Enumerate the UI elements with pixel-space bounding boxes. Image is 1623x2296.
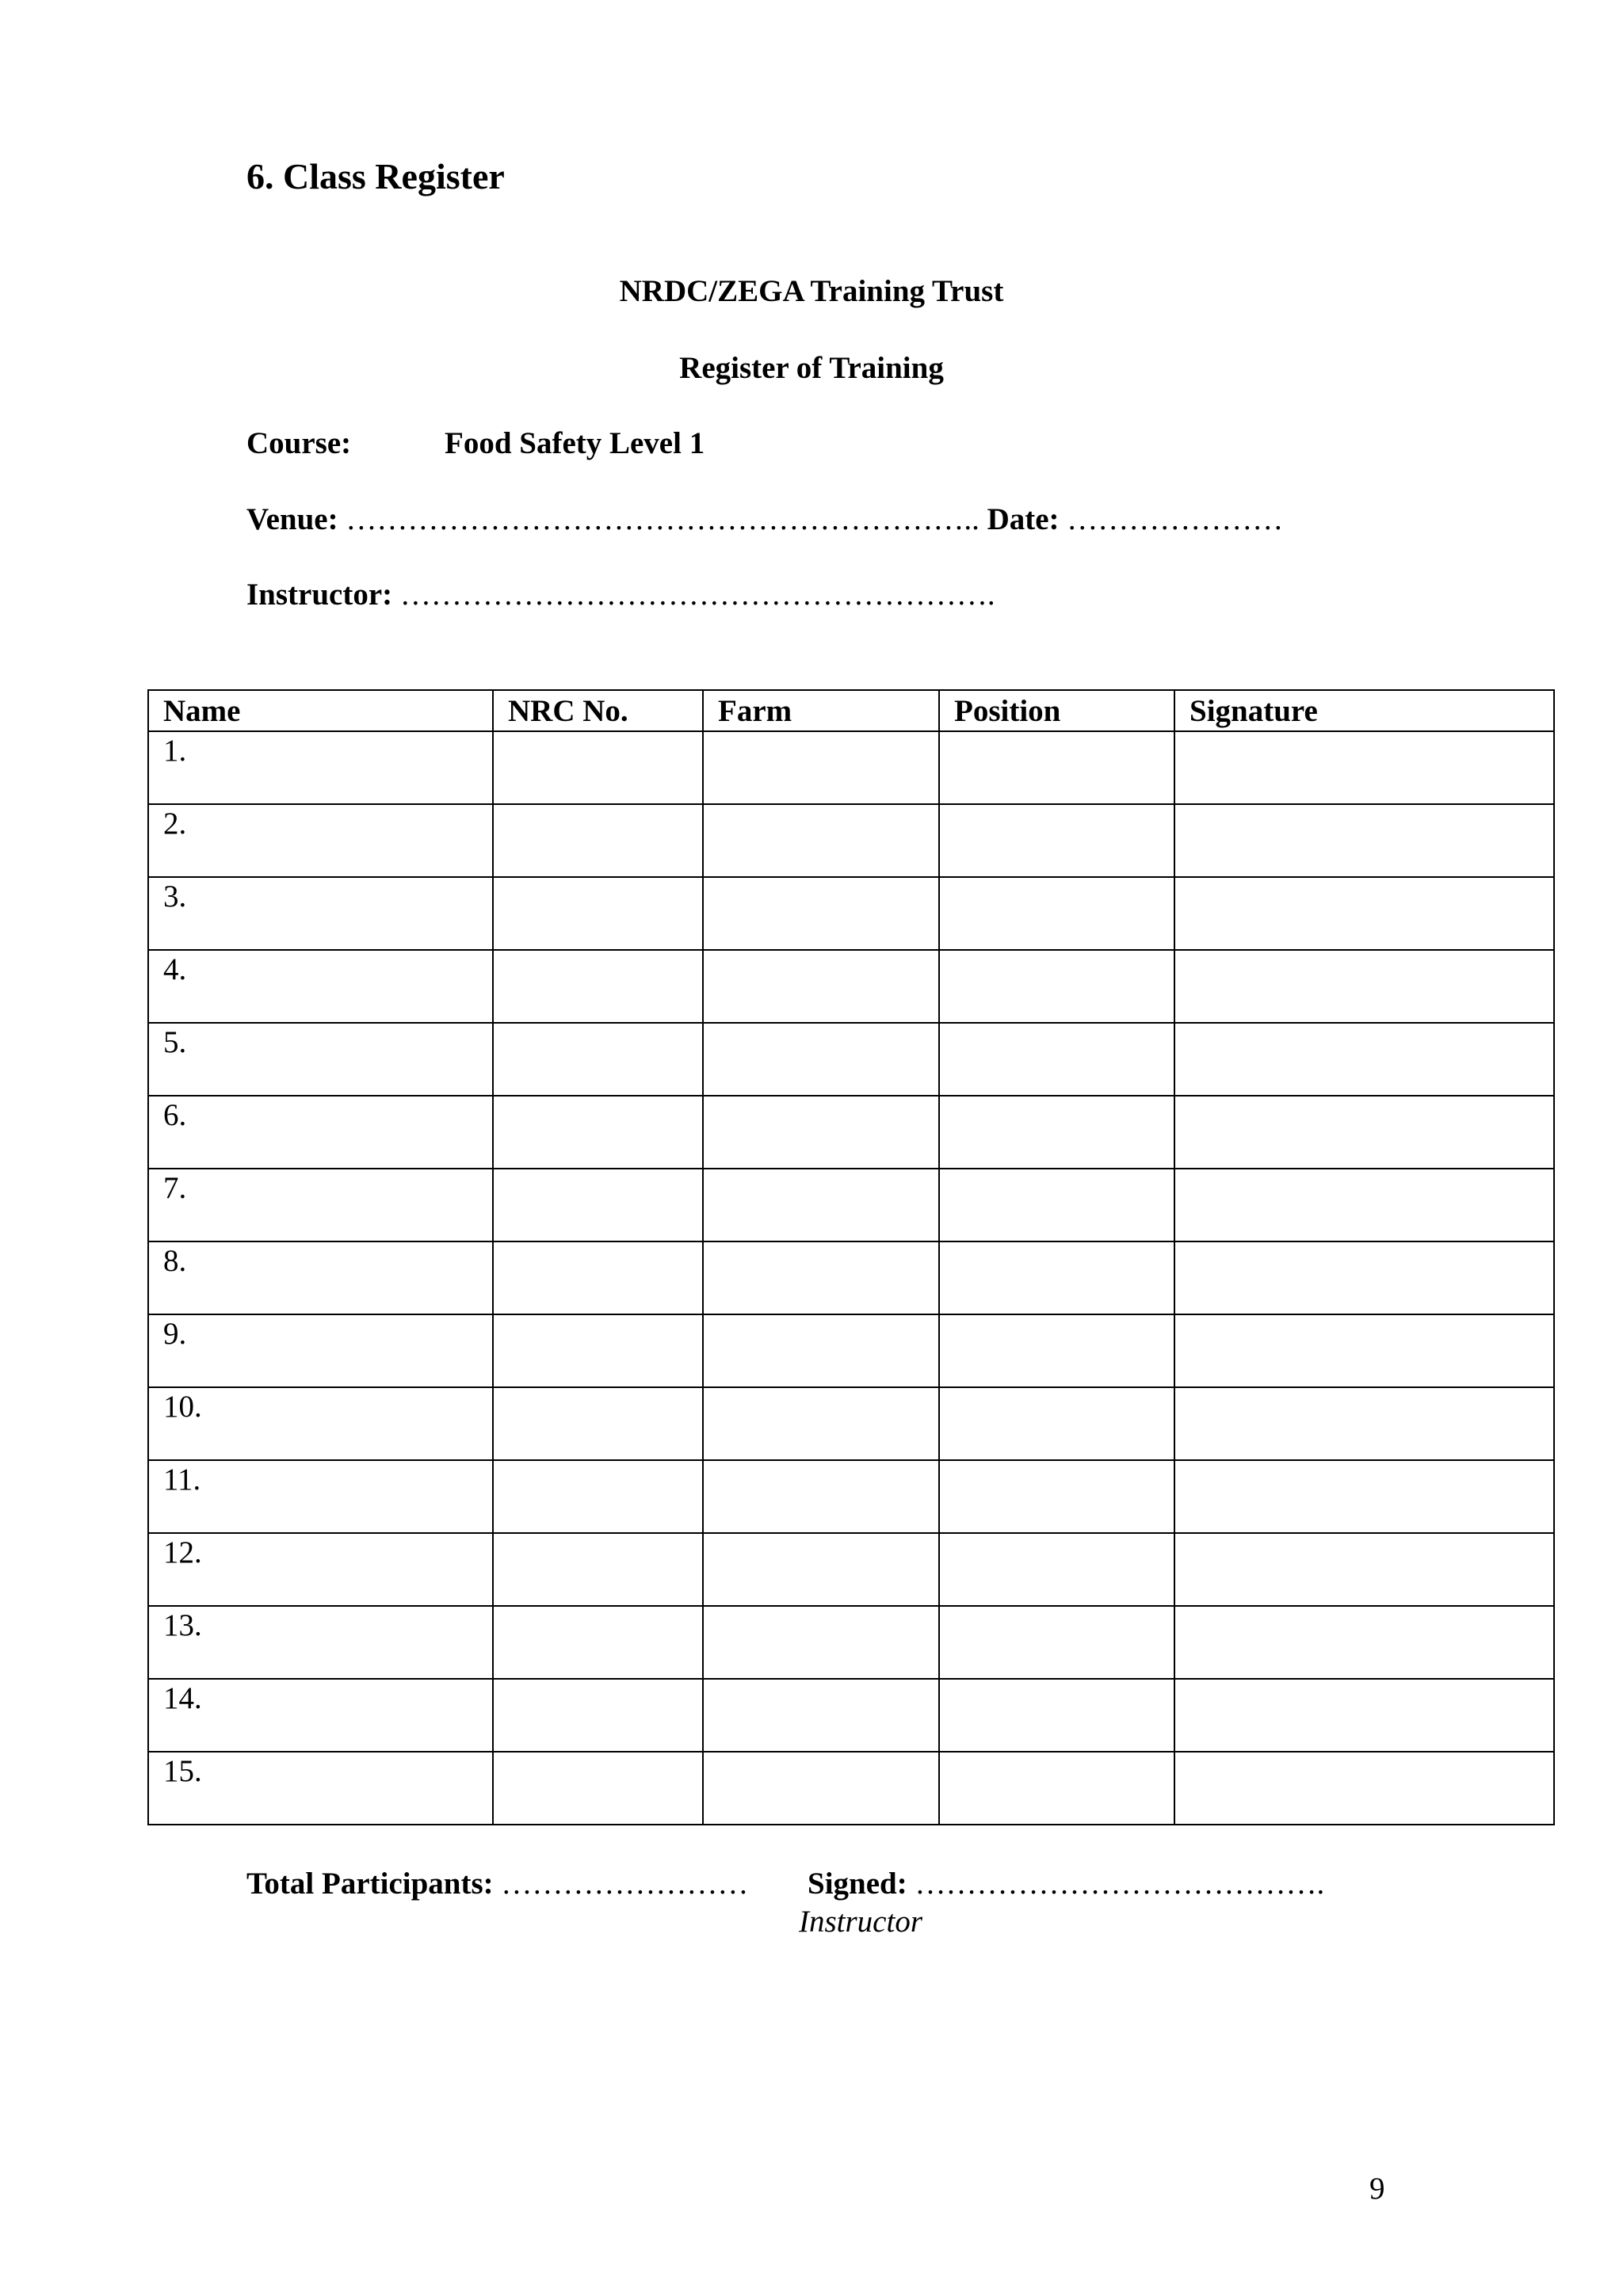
cell-nrc-no[interactable] [493,1169,703,1241]
course-value: Food Safety Level 1 [445,426,705,460]
cell-farm[interactable] [703,1169,939,1241]
table-row [148,1314,1554,1387]
register-table [147,689,1555,1825]
instructor-label: Instructor: [246,578,393,612]
cell-nrc-no[interactable] [493,804,703,877]
cell-signature[interactable] [1174,950,1554,1023]
cell-signature[interactable] [1174,1606,1554,1679]
date-label: Date: [987,502,1060,536]
column-header-farm: Farm [703,690,939,731]
cell-nrc-no[interactable] [493,950,703,1023]
section-heading: 6. Class Register [246,156,505,196]
cell-signature[interactable] [1174,1241,1554,1314]
cell-farm[interactable] [703,1606,939,1679]
cell-signature[interactable] [1174,804,1554,877]
table-row [148,1023,1554,1096]
cell-position[interactable] [939,1387,1174,1460]
cell-signature[interactable] [1174,1096,1554,1169]
cell-nrc-no[interactable] [493,1387,703,1460]
cell-nrc-no[interactable] [493,1096,703,1169]
cell-position[interactable] [939,877,1174,950]
cell-name[interactable]: 10. [148,1387,493,1460]
course-line [246,425,705,461]
cell-farm[interactable] [703,731,939,804]
cell-signature[interactable] [1174,1169,1554,1241]
cell-position[interactable] [939,1314,1174,1387]
cell-farm[interactable] [703,804,939,877]
venue-date-line [246,502,1283,537]
cell-farm[interactable] [703,1387,939,1460]
cell-position[interactable] [939,1241,1174,1314]
cell-position[interactable] [939,804,1174,877]
total-participants-label: Total Participants: [246,1867,494,1901]
table-row [148,1169,1554,1241]
cell-position[interactable] [939,1606,1174,1679]
column-header-position: Position [939,690,1174,731]
cell-nrc-no[interactable] [493,1606,703,1679]
cell-farm[interactable] [703,1314,939,1387]
cell-name[interactable]: 11. [148,1460,493,1533]
table-row [148,1679,1554,1752]
cell-position[interactable] [939,1460,1174,1533]
cell-name[interactable]: 12. [148,1533,493,1606]
cell-farm[interactable] [703,1023,939,1096]
cell-position[interactable] [939,1752,1174,1825]
table-row [148,1533,1554,1606]
cell-signature[interactable] [1174,1387,1554,1460]
cell-position[interactable] [939,731,1174,804]
cell-nrc-no[interactable] [493,1533,703,1606]
organization-title: NRDC/ZEGA Training Trust [619,274,1004,308]
signed-label: Signed: [808,1867,907,1901]
venue-label: Venue: [246,502,338,536]
cell-name[interactable]: 2. [148,804,493,877]
cell-nrc-no[interactable] [493,1314,703,1387]
cell-position[interactable] [939,1169,1174,1241]
instructor-line [246,577,995,612]
table-row [148,1752,1554,1825]
column-header-signature: Signature [1174,690,1554,731]
instructor-field[interactable]: …………………………………………………. [392,578,995,612]
cell-name[interactable]: 6. [148,1096,493,1169]
cell-farm[interactable] [703,1533,939,1606]
signed-field[interactable]: …………………………………. [907,1867,1325,1901]
table-row [148,1096,1554,1169]
table-row [148,1460,1554,1533]
total-participants-field[interactable]: …………………… [493,1867,749,1901]
cell-signature[interactable] [1174,1460,1554,1533]
cell-signature[interactable] [1174,731,1554,804]
table-row [148,877,1554,950]
page-number: 9 [1369,2172,1385,2206]
cell-name[interactable]: 15. [148,1752,493,1825]
table-row [148,1241,1554,1314]
cell-position[interactable] [939,1023,1174,1096]
cell-farm[interactable] [703,1752,939,1825]
cell-name[interactable]: 8. [148,1241,493,1314]
cell-name[interactable]: 4. [148,950,493,1023]
signed-caption: Instructor [799,1905,922,1939]
cell-farm[interactable] [703,877,939,950]
venue-field[interactable]: …………………………………………………….. [338,502,987,536]
cell-nrc-no[interactable] [493,1752,703,1825]
cell-farm[interactable] [703,1460,939,1533]
footer-line [246,1866,1325,1901]
cell-name[interactable]: 3. [148,877,493,950]
register-table-body [148,731,1554,1825]
cell-signature[interactable] [1174,1679,1554,1752]
date-field[interactable]: ………………… [1059,502,1284,536]
table-row [148,1606,1554,1679]
cell-nrc-no[interactable] [493,1241,703,1314]
cell-farm[interactable] [703,1096,939,1169]
signed-group [808,1866,1324,1901]
cell-position[interactable] [939,950,1174,1023]
cell-farm[interactable] [703,950,939,1023]
cell-name[interactable]: 14. [148,1679,493,1752]
cell-farm[interactable] [703,1241,939,1314]
cell-signature[interactable] [1174,1752,1554,1825]
cell-signature[interactable] [1174,877,1554,950]
cell-name[interactable]: 13. [148,1606,493,1679]
cell-position[interactable] [939,1533,1174,1606]
cell-nrc-no[interactable] [493,877,703,950]
table-row [148,1387,1554,1460]
cell-name[interactable]: 7. [148,1169,493,1241]
cell-name[interactable]: 9. [148,1314,493,1387]
cell-nrc-no[interactable] [493,731,703,804]
table-row [148,731,1554,804]
cell-nrc-no[interactable] [493,1460,703,1533]
cell-position[interactable] [939,1096,1174,1169]
cell-name[interactable]: 1. [148,731,493,804]
cell-signature[interactable] [1174,1023,1554,1096]
table-header-row [148,690,1554,731]
table-row [148,804,1554,877]
cell-signature[interactable] [1174,1314,1554,1387]
table-row [148,950,1554,1023]
column-header-nrc-no: NRC No. [493,690,703,731]
register-title: Register of Training [679,351,944,385]
course-label: Course: [246,426,352,460]
cell-nrc-no[interactable] [493,1023,703,1096]
cell-farm[interactable] [703,1679,939,1752]
cell-signature[interactable] [1174,1533,1554,1606]
cell-position[interactable] [939,1679,1174,1752]
column-header-name: Name [148,690,493,731]
cell-name[interactable]: 5. [148,1023,493,1096]
cell-nrc-no[interactable] [493,1679,703,1752]
